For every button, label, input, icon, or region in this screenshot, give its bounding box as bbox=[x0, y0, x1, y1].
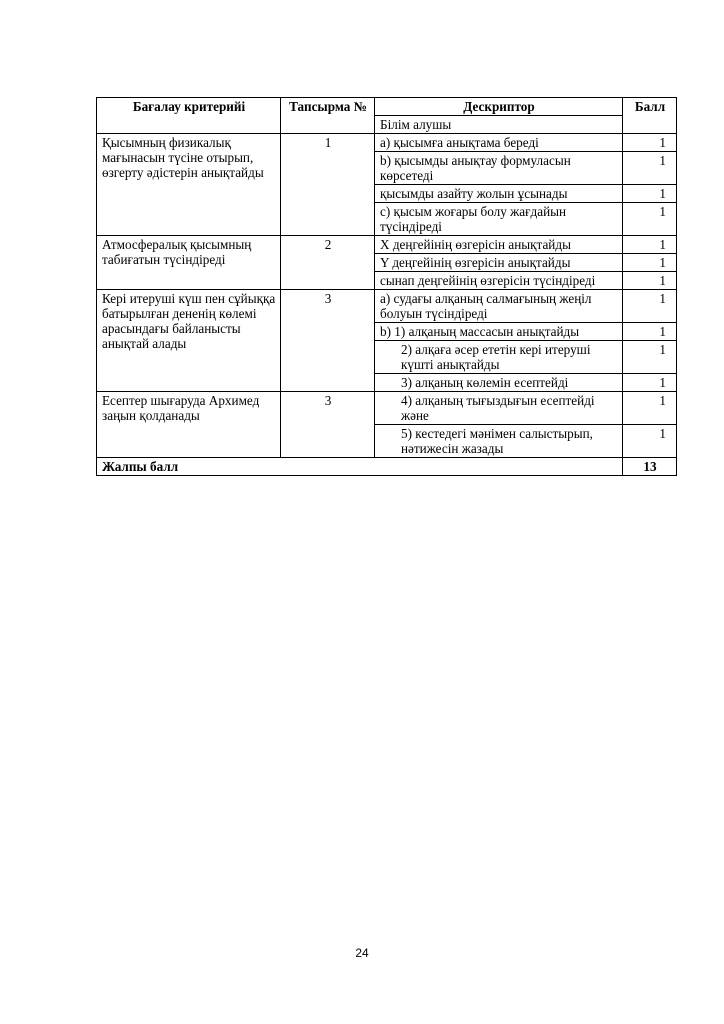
header-score: Балл bbox=[623, 98, 677, 134]
header-learner: Білім алушы bbox=[375, 116, 623, 134]
descriptor-cell: c) қысым жоғары болу жағдайын түсіндіреді bbox=[375, 203, 623, 236]
task-number-cell: 3 bbox=[281, 290, 375, 392]
task-number-cell: 2 bbox=[281, 236, 375, 290]
score-cell: 1 bbox=[623, 272, 677, 290]
task-number-cell: 3 bbox=[281, 392, 375, 458]
header-task: Тапсырма № bbox=[281, 98, 375, 134]
score-cell: 1 bbox=[623, 134, 677, 152]
criterion-cell: Кері итеруші күш пен сұйыққа батырылған дененің көлемі арасындағы байланысты анықтай алады bbox=[97, 290, 281, 392]
descriptor-cell: 5) кестедегі мәнімен салыстырып, нәтижесін жазады bbox=[375, 425, 623, 458]
descriptor-cell: a) қысымға анықтама береді bbox=[375, 134, 623, 152]
score-cell: 1 bbox=[623, 341, 677, 374]
descriptor-cell: сынап деңгейінің өзгерісін түсіндіреді bbox=[375, 272, 623, 290]
score-cell: 1 bbox=[623, 203, 677, 236]
task-number-cell: 1 bbox=[281, 134, 375, 236]
page-number: 24 bbox=[355, 946, 369, 960]
descriptor-cell: a) судағы алқаның салмағының жеңіл болуын түсіндіреді bbox=[375, 290, 623, 323]
descriptor-cell: X деңгейінің өзгерісін анықтайды bbox=[375, 236, 623, 254]
descriptor-cell: 2) алқаға әсер ететін кері итеруші күшті анықтайды bbox=[375, 341, 623, 374]
total-label: Жалпы балл bbox=[97, 458, 623, 476]
score-cell: 1 bbox=[623, 374, 677, 392]
table-row bbox=[97, 134, 677, 152]
score-cell: 1 bbox=[623, 236, 677, 254]
score-cell: 1 bbox=[623, 425, 677, 458]
header-descriptor: Дескриптор bbox=[375, 98, 623, 116]
table-header-row bbox=[97, 98, 677, 116]
descriptor-cell: b) 1) алқаның массасын анықтайды bbox=[375, 323, 623, 341]
table-row bbox=[97, 236, 677, 254]
score-cell: 1 bbox=[623, 185, 677, 203]
descriptor-cell: b) қысымды анықтау формуласын көрсетеді bbox=[375, 152, 623, 185]
total-value: 13 bbox=[623, 458, 677, 476]
criterion-cell: Есептер шығаруда Архимед заңын қолданады bbox=[97, 392, 281, 458]
descriptor-cell: Y деңгейінің өзгерісін анықтайды bbox=[375, 254, 623, 272]
score-cell: 1 bbox=[623, 392, 677, 425]
score-cell: 1 bbox=[623, 323, 677, 341]
header-criterion: Бағалау критерийі bbox=[97, 98, 281, 134]
descriptor-cell: 3) алқаның көлемін есептейді bbox=[375, 374, 623, 392]
total-row bbox=[97, 458, 677, 476]
score-cell: 1 bbox=[623, 254, 677, 272]
descriptor-cell: 4) алқаның тығыздығын есептейді және bbox=[375, 392, 623, 425]
table-row bbox=[97, 290, 677, 323]
assessment-criteria-table bbox=[96, 97, 677, 476]
score-cell: 1 bbox=[623, 152, 677, 185]
score-cell: 1 bbox=[623, 290, 677, 323]
criterion-cell: Қысымның физикалық мағынасын түсіне отырып, өзгерту әдістерін анықтайды bbox=[97, 134, 281, 236]
descriptor-cell: қысымды азайту жолын ұсынады bbox=[375, 185, 623, 203]
table-row bbox=[97, 392, 677, 425]
criterion-cell: Атмосфералық қысымның табиғатын түсіндіреді bbox=[97, 236, 281, 290]
